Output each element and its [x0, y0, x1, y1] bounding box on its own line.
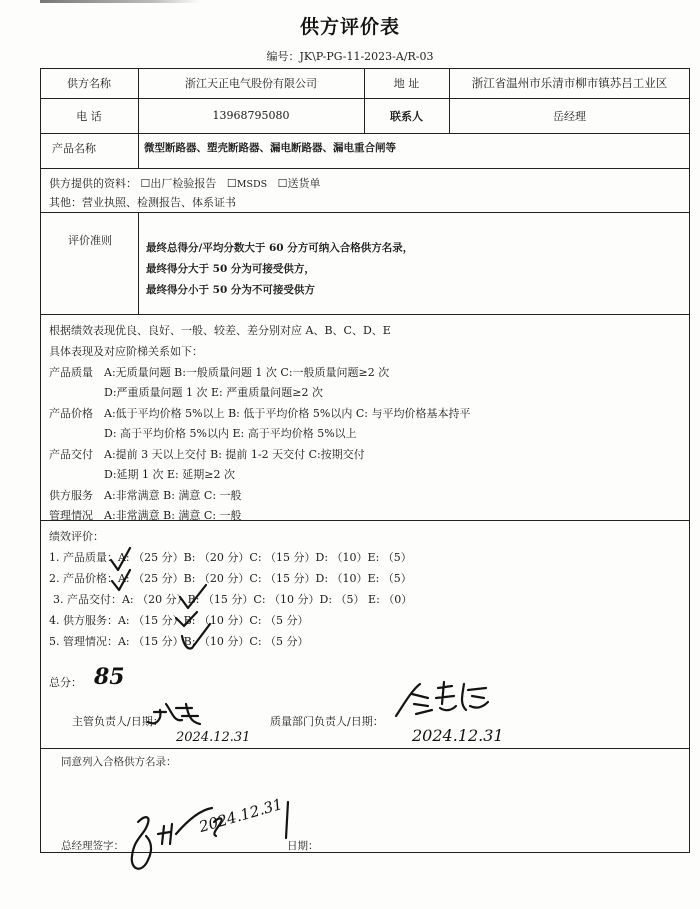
materials-label: 供方提供的资料： — [49, 177, 137, 190]
approval-label: 同意列入合格供方名录： — [61, 756, 177, 768]
evaluation-item-service: 4. 供方服务：A: （15 分）B: （10 分）C: （5 分） — [49, 614, 309, 627]
checkbox-factory-report-label: 出厂检验报告 — [150, 177, 217, 190]
gm-sign-label: 总经理签字： — [61, 840, 124, 852]
criteria-line: 最终总得分/平均分数大于 60 分方可纳入合格供方名录， — [146, 242, 414, 254]
check-mark-service-b — [176, 612, 197, 626]
criteria-line: 最终得分大于 50 分为可接受供方， — [146, 263, 315, 275]
grading-delivery-line-2: D:延期 1 次 E: 延期≥2 次 — [104, 468, 235, 481]
date-label: 日期： — [287, 840, 319, 852]
grading-category-delivery: 产品交付 — [49, 448, 93, 461]
gm-date-handwritten: 2024.12.31 — [197, 795, 285, 836]
grading-intro: 根据绩效表现优良、良好、一般、较差、差分别对应 A、B、C、D、E — [49, 324, 391, 337]
supervisor-signature — [146, 700, 206, 730]
grading-quality-line-2: D:严重质量问题 1 次 E: 严重质量问题≥2 次 — [104, 386, 323, 399]
check-mark-management-b — [182, 624, 210, 649]
contact-value: 岳经理 — [553, 109, 586, 123]
checkbox-delivery-note-label: 送货单 — [287, 177, 321, 190]
address-value: 浙江省温州市乐清市柳市镇苏吕工业区 — [471, 76, 668, 90]
supervisor-sign-label: 主管负责人/日期： — [72, 715, 164, 728]
grading-category-service: 供方服务 — [49, 489, 93, 502]
check-mark-price-a — [112, 570, 130, 590]
address-label: 地 址 — [393, 77, 420, 90]
phone-value: 13968795080 — [212, 109, 290, 122]
evaluation-item-management: 5. 管理情况：A: （15 分）B: （10 分）C: （5 分） — [49, 635, 309, 648]
quality-dept-date-handwritten: 2024.12.31 — [412, 726, 504, 745]
page-title: 供方评价表 — [299, 16, 400, 38]
check-mark-delivery-b — [180, 585, 206, 608]
grading-category-price: 产品价格 — [49, 407, 93, 420]
contact-label: 联系人 — [390, 109, 423, 123]
total-score-handwritten: 85 — [94, 664, 125, 690]
evaluation-item-quality: 1. 产品质量：A: （25 分）B: （20 分）C: （15 分）D: （10）E: （5） — [49, 551, 412, 564]
grading-management-line-1: A:非常满意 B: 满意 C: 一般 — [104, 509, 242, 522]
grading-category-quality: 产品质量 — [49, 366, 93, 379]
document-number-label: 编号： — [266, 50, 300, 63]
grading-delivery-line-1: A:提前 3 天以上交付 B: 提前 1-2 天交付 C:按期交付 — [104, 448, 365, 461]
grading-quality-line-1: A:无质量问题 B:一般质量问题 1 次 C:一般质量问题≥2 次 — [104, 366, 390, 379]
materials-others-value: 营业执照、检测报告、体系证书 — [82, 196, 236, 209]
grading-category-management: 管理情况 — [49, 509, 93, 522]
evaluation-item-delivery: 3. 产品交付：A: （20 分）B: （15 分）C: （10 分）D: （5） E: （0） — [53, 593, 413, 606]
grading-service-line-1: A:非常满意 B: 满意 C: 一般 — [104, 489, 242, 502]
total-score-label: 总分： — [49, 676, 82, 689]
supplier-name-value: 浙江天正电气股份有限公司 — [185, 77, 317, 90]
evaluation-label: 绩效评价： — [49, 530, 104, 543]
checkbox-msds[interactable]: ☐MSDS — [226, 177, 268, 190]
checkbox-factory-report[interactable]: ☐出厂检验报告 — [140, 177, 217, 190]
supervisor-date-handwritten: 2024.12.31 — [176, 730, 251, 745]
supplier-name-label: 供方名称 — [67, 77, 111, 90]
criteria-line: 最终得分小于 50 分为不可接受供方 — [146, 284, 315, 296]
quality-dept-sign-label: 质量部门负责人/日期： — [270, 715, 384, 728]
check-mark-quality-a — [111, 548, 130, 570]
evaluation-item-price: 2. 产品价格：A: （25 分）B: （20 分）C: （15 分）D: （10）E: （5） — [49, 572, 412, 585]
product-name-value: 微型断路器、塑壳断路器、漏电断路器、漏电重合闸等 — [144, 142, 396, 154]
product-name-label: 产品名称 — [52, 142, 96, 155]
grading-price-line-2: D: 高于平均价格 5%以内 E: 高于平均价格 5%以上 — [104, 427, 357, 440]
checkbox-msds-label: MSDS — [236, 179, 268, 190]
document-number-value: JK\P-PG-11-2023-A/R-03 — [299, 50, 434, 63]
phone-label: 电 话 — [76, 109, 102, 123]
quality-dept-signature — [392, 680, 492, 720]
grading-intro-2: 具体表现及对应阶梯关系如下： — [49, 345, 203, 358]
grading-price-line-1: A:低于平均价格 5%以上 B: 低于平均价格 5%以内 C: 与平均价格基本持平 — [104, 407, 471, 420]
materials-others-label: 其他： — [49, 196, 82, 209]
checkbox-delivery-note[interactable]: ☐送货单 — [277, 177, 321, 190]
criteria-label: 评价准则 — [68, 234, 112, 247]
